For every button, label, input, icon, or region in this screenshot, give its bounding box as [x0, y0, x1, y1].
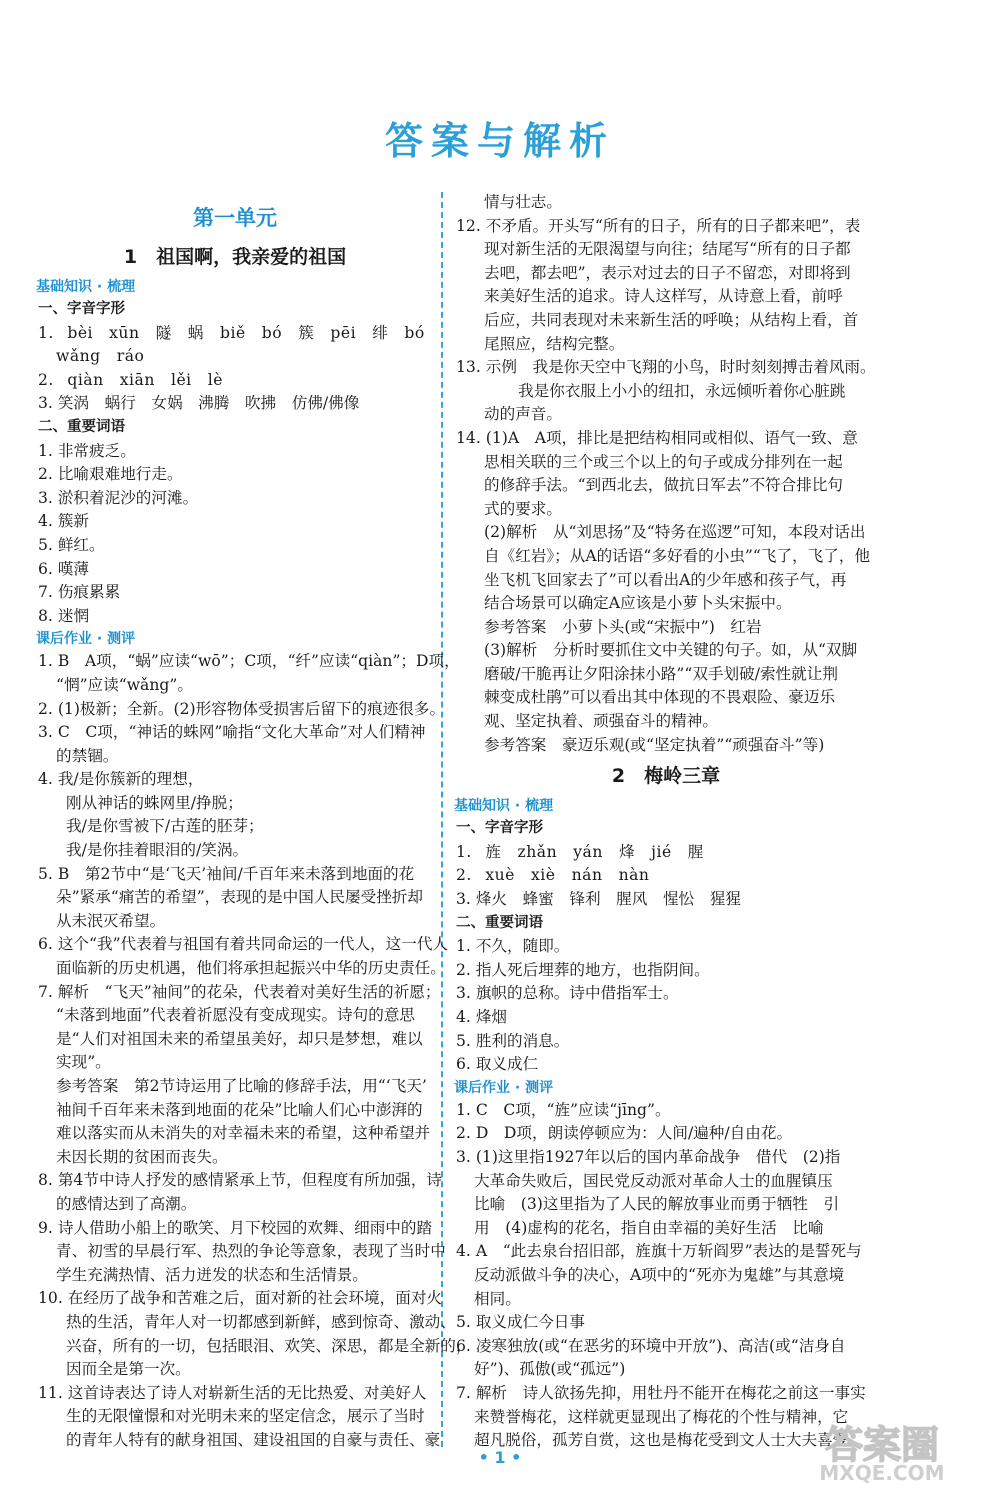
- answer-line: 情与壮志。: [484, 193, 562, 211]
- answer-line: 6. 这个“我”代表着与祖国有着共同命运的一代人，这一代人: [38, 935, 449, 954]
- left-column: [36, 195, 472, 1453]
- answer-line: 3. 笑涡 蜗行 女娲 沸腾 吹拂 仿佛/佛像: [38, 394, 360, 413]
- section-basic-knowledge: 基础知识 · 梳理: [36, 279, 136, 295]
- answer-line: 相同。: [474, 1289, 521, 1308]
- answer-line: 6. 取义成仁: [456, 1055, 539, 1074]
- answer-line: 的感情达到了高潮。: [56, 1194, 197, 1213]
- answer-line: 2. xuè xiè nán nàn: [456, 866, 650, 885]
- answer-line: 9. 诗人借助小船上的歌笑、月下校园的欢舞、细雨中的踏: [38, 1218, 433, 1237]
- answer-line: 4. 我/是你簇新的理想，: [38, 770, 204, 789]
- answer-line: 因而全是第一次。: [66, 1360, 191, 1379]
- answer-line: 袖间千百年来未落到地面的花朵”比喻人们心中澎湃的: [56, 1100, 423, 1119]
- answer-line: 6. 凌寒独放(或“在恶劣的环境中开放”)、高洁(或“洁身自: [456, 1336, 846, 1355]
- answer-line: 未因长期的贫困而丧失。: [56, 1147, 228, 1166]
- answer-line: 参考答案 小萝卜头(或“宋振中”) 红岩: [484, 617, 762, 636]
- answer-line: 动的声音。: [484, 405, 562, 424]
- answer-line: 3. 旗帜的总称。诗中借指军士。: [456, 984, 679, 1003]
- answer-line: wǎng ráo: [56, 347, 145, 366]
- answer-line: 学生充满热情、活力迸发的状态和生活情景。: [56, 1265, 368, 1284]
- answer-line: 我是你衣服上小小的纽扣，永远倾听着你心脏跳: [518, 381, 846, 400]
- answer-line: 2. 指人死后埋葬的地方，也指阴间。: [456, 960, 710, 979]
- svg-text:答案圈: 答案圈: [824, 1423, 940, 1467]
- right-column: [456, 191, 876, 1453]
- answer-line: 3. 淤积着泥沙的河滩。: [38, 488, 199, 507]
- answer-line: 用 (4)虚构的花名，指自由幸福的美好生活 比喻: [474, 1218, 824, 1237]
- page-number: • 1 •: [478, 1448, 522, 1467]
- answer-line: 青、初雪的早晨行军、热烈的争论等意象，表现了当时中: [56, 1242, 446, 1261]
- svg-text:MXQE.COM: MXQE.COM: [819, 1461, 945, 1484]
- answer-line: 13. 示例 我是你天空中飞翔的小鸟，时时刻刻搏击着风雨。: [456, 358, 876, 377]
- watermark-logo: [782, 1422, 982, 1484]
- answer-line: 4. 簇新: [38, 512, 90, 531]
- answer-line: 来美好生活的追求。诗人这样写，从诗意上看，前呼: [484, 287, 843, 306]
- answer-line: 2. 比喻艰难地行走。: [38, 465, 183, 484]
- answer-line: 参考答案 豪迈乐观(或“坚定执着”“顽强奋斗”等): [484, 735, 825, 754]
- answer-line: 后应，共同表现对未来新生活的呼唤；从结构上看，首: [484, 310, 859, 329]
- answer-line: 12. 不矛盾。开头写“所有的日子，所有的日子都来吧”，表: [456, 216, 861, 235]
- unit-heading: 第一单元: [193, 206, 277, 230]
- answer-line: 从未泯灭希望。: [56, 911, 166, 930]
- answer-line: 兴奋，所有的一切，包括眼泪、欢笑、深思，都是全新的，: [66, 1336, 472, 1355]
- answer-line: 生的无限憧憬和对光明未来的坚定信念，展示了当时: [66, 1407, 425, 1426]
- answer-line: 1. B A项，“蜗”应读“wō”；C项，“纤”应读“qiàn”；D项，: [38, 652, 460, 671]
- answer-line: 现对新生活的无限渴望与向往；结尾写“所有的日子都: [484, 240, 851, 259]
- answer-line: 坐飞机飞回家去了”可以看出A的少年感和孩子气，再: [484, 570, 847, 589]
- answer-line: (3)解析 分析时要抓住文中关键的句子。如，从“双脚: [484, 641, 858, 660]
- answer-line: 刚从神话的蛛网里/挣脱；: [66, 793, 243, 812]
- answer-line: 10. 在经历了战争和苦难之后，面对新的社会环境，面对火: [38, 1289, 443, 1308]
- subheading-pronunciation: 一、字音字形: [456, 820, 543, 837]
- page-title: 答案与解析: [384, 119, 615, 163]
- answer-line: 1. C C项，“旌”应读“jīng”。: [456, 1100, 671, 1119]
- answer-line: 式的要求。: [484, 499, 562, 518]
- answer-line: 难以落实而从未消失的对幸福未来的希望，这种希望并: [56, 1124, 431, 1143]
- answer-line: “未落到地面”代表着祈愿没有变成现实。诗句的意思: [56, 1006, 416, 1025]
- answer-line: 好”)、孤傲(或“孤远”): [474, 1360, 626, 1379]
- answer-line: 2. (1)极新；全新。(2)形容物体受损害后留下的痕迹很多。: [38, 699, 446, 718]
- answer-line: 思相关联的三个或三个以上的句子或成分排列在一起: [484, 452, 843, 471]
- answer-line: 3. (1)这里指1927年以后的国内革命战争 借代 (2)指: [456, 1147, 841, 1166]
- answer-line: 4. A “此去泉台招旧部，旌旗十万斩阎罗”表达的是誓死与: [456, 1242, 862, 1261]
- answer-line: 11. 这首诗表达了诗人对崭新生活的无比热爱、对美好人: [38, 1383, 427, 1402]
- answer-line: 反动派做斗争的决心，A项中的“死亦为鬼雄”与其意境: [474, 1265, 845, 1284]
- answer-line: 我/是你雪被下/古莲的胚芽；: [66, 817, 264, 836]
- subheading-vocabulary: 二、重要词语: [38, 418, 125, 435]
- answer-line: 14. (1)A A项，排比是把结构相同或相似、语气一致、意: [456, 428, 858, 447]
- answer-line: 6. 嘆薄: [38, 559, 90, 578]
- answer-line: 5. B 第2节中“是‘飞天’袖间/千百年来未落到地面的花: [38, 864, 415, 883]
- answer-line: 朵”紧承“痛苦的希望”，表现的是中国人民屡受挫折却: [56, 888, 423, 907]
- answer-line: 热的生活，青年人对一切都感到新鲜，感到惊奇、激动、: [66, 1312, 456, 1331]
- answer-line: 7. 伤痕累累: [38, 583, 121, 602]
- answer-line: 2. D D项，朗读停顿应为：人间/遍种/自由花。: [456, 1124, 793, 1143]
- answer-line: 1. 非常疲乏。: [38, 441, 136, 460]
- answer-line: 大革命失败后，国民党反动派对革命人士的血腥镇压: [474, 1171, 833, 1190]
- answer-line: (2)解析 从“刘思扬”及“特务在巡逻”可知，本段对话出: [484, 523, 866, 542]
- answer-line: 尾照应，结构完整。: [484, 334, 625, 353]
- answer-line: 超凡脱俗，孤芳自赏，这也是梅花受到文人士大夫喜爱: [474, 1431, 849, 1450]
- answer-line: 的青年人特有的献身祖国、建设祖国的自豪与责任、豪: [66, 1430, 441, 1449]
- section-homework: 课后作业 · 测评: [36, 631, 136, 648]
- section-homework: 课后作业 · 测评: [454, 1079, 554, 1096]
- answer-line: 3. 烽火 蜂蜜 锋利 腥风 惺忪 猩猩: [456, 890, 741, 909]
- answer-line: 5. 取义成仁今日事: [456, 1313, 585, 1332]
- answer-line: 结合场景可以确定A应该是小萝卜头宋振中。: [484, 594, 792, 613]
- answer-line: 棘变成杜鹃”可以看出其中体现的不畏艰险、豪迈乐: [484, 688, 836, 707]
- answer-line: 参考答案 第2节诗运用了比喻的修辞手法，用“‘飞天’: [56, 1077, 427, 1095]
- answer-line: 是“人们对祖国未来的希望虽美好，却只是梦想，难以: [56, 1029, 423, 1048]
- answer-line: 8. 迷惘: [38, 606, 90, 625]
- subheading-vocabulary: 二、重要词语: [456, 914, 543, 931]
- answer-line: 的修辞手法。“到西北去，做抗日军去”不符合排比句: [484, 476, 844, 495]
- answer-line: 7. 解析 “飞天”袖间”的花朵，代表着对美好生活的祈愿；: [38, 982, 441, 1001]
- section-basic-knowledge: 基础知识 · 梳理: [454, 798, 554, 815]
- lesson-2-heading: 2 梅岭三章: [611, 765, 721, 788]
- answer-line: 3. C C项，“神话的蛛网”喻指“文化大革命”对人们精神: [38, 723, 426, 742]
- answer-line: 自《红岩》；从A的话语“多好看的小虫”“飞了，飞了，他: [484, 546, 871, 565]
- answer-line: “惘”应读“wǎng”。: [56, 675, 193, 694]
- answer-line: 1. 不久，随即。: [456, 937, 570, 956]
- answer-line: 4. 烽烟: [456, 1008, 508, 1026]
- answer-line: 面临新的历史机遇，他们将承担起振兴中华的历史责任。: [56, 959, 446, 978]
- subheading-pronunciation: 一、字音字形: [38, 301, 125, 317]
- answer-line: 1. bèi xūn 隧 蜗 biě bó 簇 pēi 绯 bó: [38, 323, 425, 342]
- answer-line: 2. qiàn xiān lěi lè: [38, 370, 223, 389]
- answer-line: 观、坚定执着、顽强奋斗的精神。: [484, 712, 718, 731]
- answer-line: 实现”。: [56, 1053, 111, 1072]
- answer-line: 磨破/干脆再让夕阳涂抹小路”“双手划破/索性就让荆: [484, 664, 838, 683]
- answer-line: 的禁锢。: [56, 746, 119, 765]
- answer-line: 7. 解析 诗人欲扬先抑，用牡丹不能开在梅花之前这一事实: [456, 1383, 866, 1402]
- answer-line: 去吧，都去吧”，表示对过去的日子不留恋，对即将到: [484, 263, 851, 282]
- answer-line: 来赞誉梅花，这样就更显现出了梅花的个性与精神，它: [474, 1407, 849, 1426]
- answer-line: 我/是你挂着眼泪的/笑涡。: [66, 841, 249, 860]
- answer-line: 比喻 (3)这里指为了人民的解放事业而勇于牺牲 引: [474, 1195, 840, 1214]
- answer-line: 1. 旌 zhǎn yán 烽 jié 腥: [456, 842, 704, 861]
- answer-line: 5. 胜利的消息。: [456, 1031, 570, 1050]
- lesson-1-heading: 1 祖国啊，我亲爱的祖国: [123, 246, 347, 268]
- answer-line: 8. 第4节中诗人抒发的感情紧承上节，但程度有所加强，诗: [38, 1171, 443, 1190]
- answer-line: 5. 鲜红。: [38, 535, 105, 554]
